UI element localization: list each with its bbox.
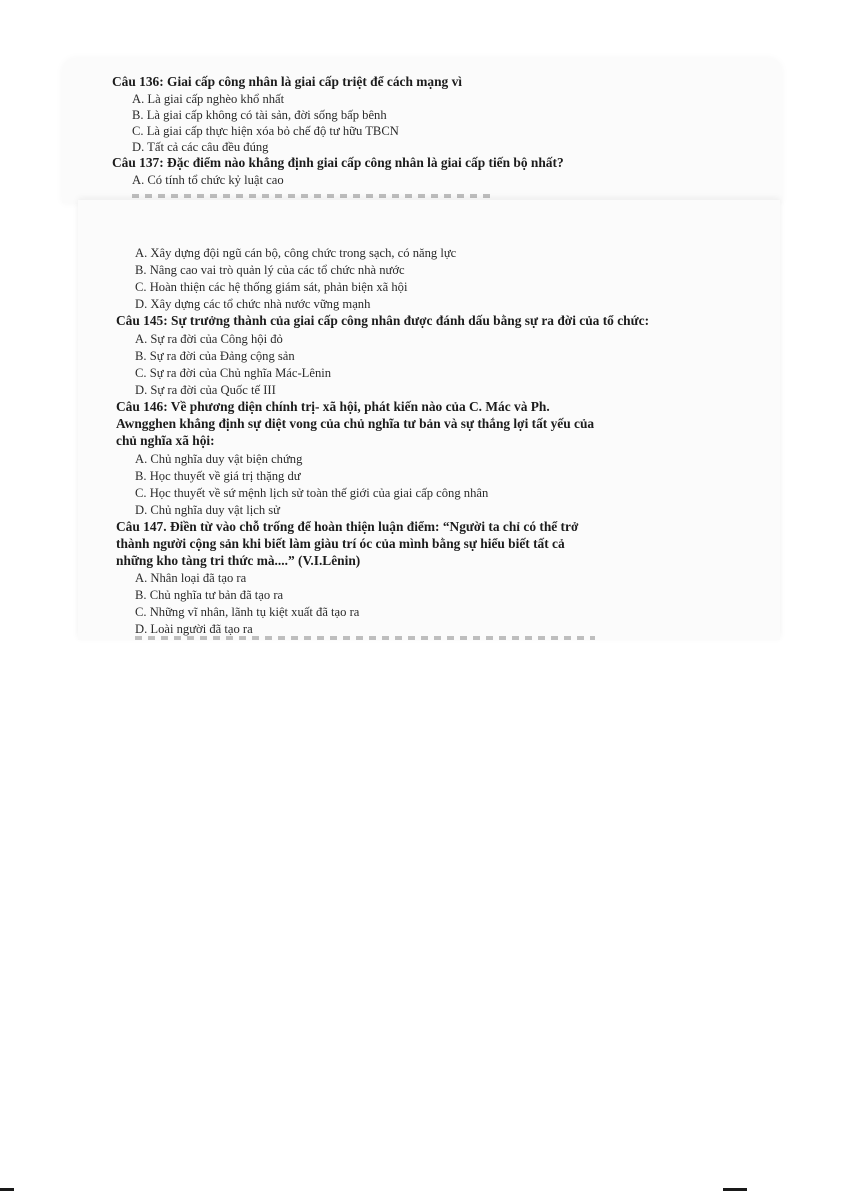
- q145-option-d: D. Sự ra đời của Quốc tế III: [135, 383, 276, 397]
- q136-option-b: B. Là giai cấp không có tài sản, đời sống bấp bênh: [132, 108, 387, 122]
- q146-option-c: C. Học thuyết về sứ mệnh lịch sử toàn thế giới của giai cấp công nhân: [135, 486, 489, 500]
- q145-option-a: A. Sự ra đời của Công hội đỏ: [135, 332, 283, 346]
- question-136: Câu 136: Giai cấp công nhân là giai cấp triệt để cách mạng vì: [112, 74, 463, 89]
- question-147-line-1: Câu 147. Điền từ vào chỗ trống để hoàn thiện luận điểm: “Người ta chỉ có thể trở: [116, 519, 579, 534]
- prev-option-a: A. Xây dựng đội ngũ cán bộ, công chức trong sạch, có năng lực: [135, 246, 457, 260]
- q146-option-b: B. Học thuyết về giá trị thặng dư: [135, 469, 301, 483]
- scan-fragment-main: [78, 200, 780, 640]
- question-147-line-2: thành người cộng sản khi biết làm giàu trí óc của mình bằng sự hiểu biết tất cả: [116, 536, 565, 551]
- prev-option-c: C. Hoàn thiện các hệ thống giám sát, phản biện xã hội: [135, 280, 408, 294]
- q147-option-b: B. Chủ nghĩa tư bản đã tạo ra: [135, 588, 284, 602]
- q137-option-a: A. Có tính tổ chức kỷ luật cao: [132, 173, 284, 187]
- question-146-line-1: Câu 146: Về phương diện chính trị- xã hội, phát kiến nào của C. Mác và Ph.: [116, 399, 550, 414]
- q147-option-c: C. Những vĩ nhân, lãnh tụ kiệt xuất đã tạo ra: [135, 605, 360, 619]
- q147-option-a: A. Nhân loại đã tạo ra: [135, 571, 247, 585]
- prev-option-d: D. Xây dựng các tổ chức nhà nước vững mạnh: [135, 297, 371, 311]
- question-145: Câu 145: Sự trưởng thành của giai cấp công nhân được đánh dấu bằng sự ra đời của tổ chức:: [116, 313, 650, 328]
- cut-off-text-line: [132, 194, 492, 198]
- cut-off-text-line: [135, 636, 595, 640]
- question-146-line-2: Awngghen khẳng định sự diệt vong của chủ nghĩa tư bản và sự thắng lợi tất yếu của: [116, 416, 595, 431]
- q136-option-d: D. Tất cả các câu đều đúng: [132, 140, 269, 154]
- q146-option-d: D. Chủ nghĩa duy vật lịch sử: [135, 503, 280, 517]
- q136-option-c: C. Là giai cấp thực hiện xóa bỏ chế độ tư hữu TBCN: [132, 124, 399, 138]
- question-146-line-3: chủ nghĩa xã hội:: [116, 433, 215, 448]
- q145-option-c: C. Sự ra đời của Chủ nghĩa Mác-Lênin: [135, 366, 332, 380]
- prev-option-b: B. Nâng cao vai trò quản lý của các tổ chức nhà nước: [135, 263, 405, 277]
- scan-fragment-top: [62, 58, 782, 203]
- q136-option-a: A. Là giai cấp nghèo khổ nhất: [132, 92, 285, 106]
- q145-option-b: B. Sự ra đời của Đảng cộng sản: [135, 349, 295, 363]
- question-137: Câu 137: Đặc điểm nào khẳng định giai cấp công nhân là giai cấp tiến bộ nhất?: [112, 155, 564, 170]
- q146-option-a: A. Chủ nghĩa duy vật biện chứng: [135, 452, 303, 466]
- question-147-line-3: những kho tàng tri thức mà....” (V.I.Lênin): [116, 553, 361, 568]
- q147-option-d: D. Loài người đã tạo ra: [135, 622, 253, 636]
